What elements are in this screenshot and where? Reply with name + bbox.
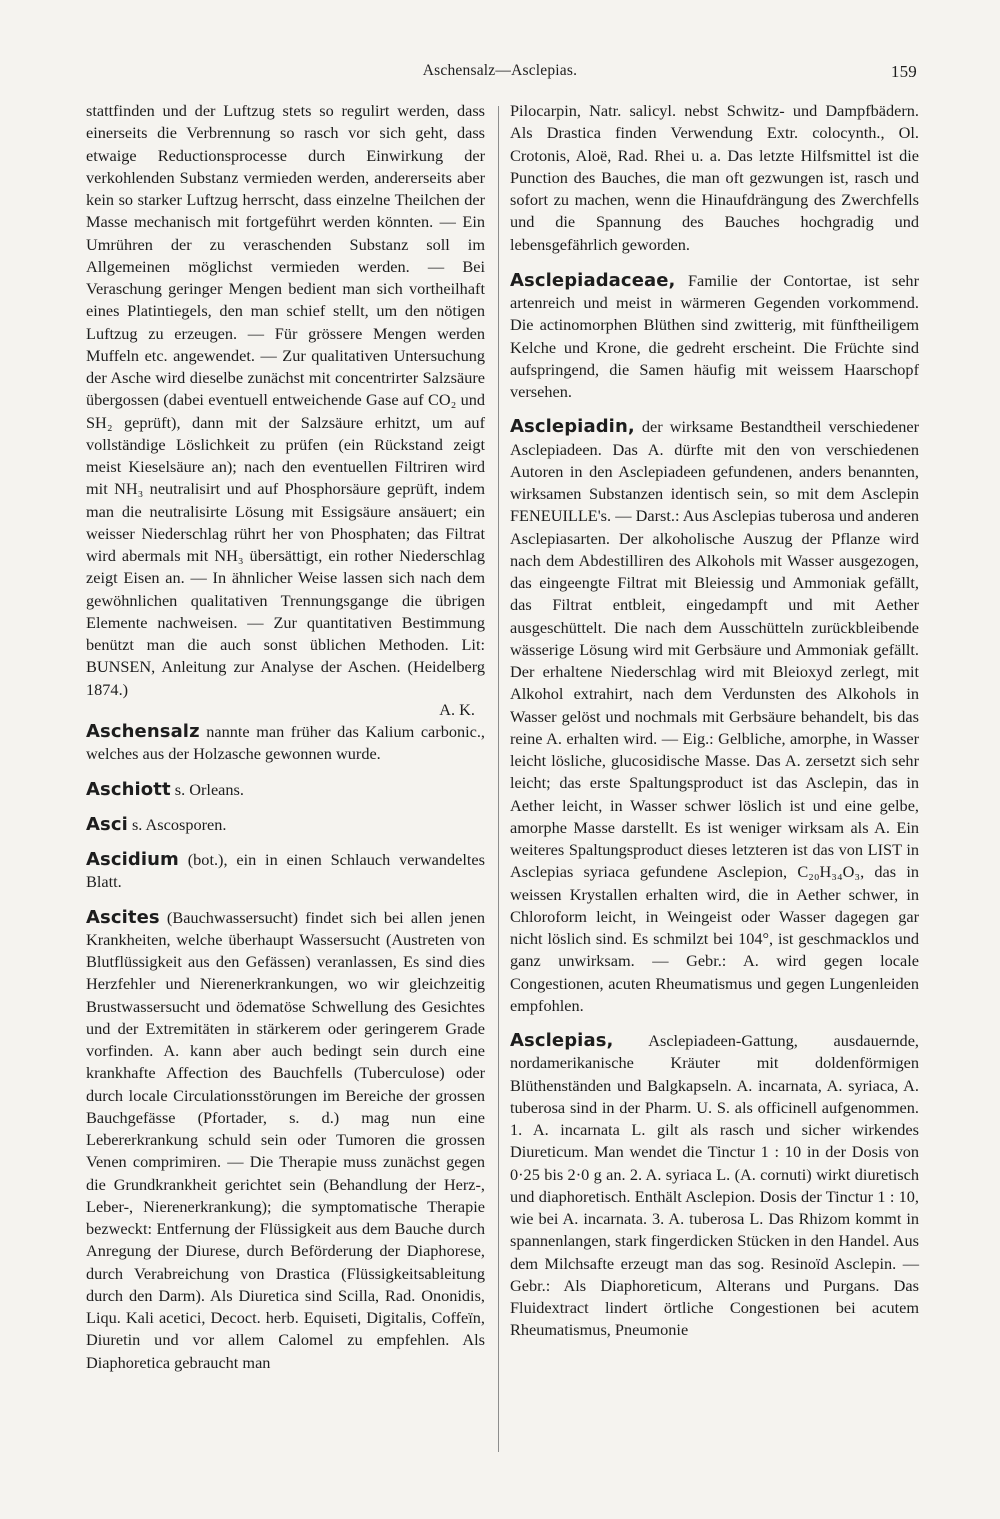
entry-text: Asclepiadeen-Gattung, ausdauernde, nordamerikanische Kräuter mit doldenförmigen Blüthenständen und Balgkapseln. A. incarnata, A. syriaca, A. tuberosa sind in der Pharm. U. S. als officinell aufgenommen. 1. A. incarnata L. gilt als rasch und sicher wirkendes Diureticum. Man wendet die Tinctur 1 : 10 in der Dosis von 0·25 bis 2·0 g an. 2. A. syriaca L. (A. cornuti) wirkt diuretisch und diaphoretisch. Enthält Asclepion. Dosis der Tinctur 1 : 10, wie bei A. incarnata. 3. A. tuberosa L. Das Rhizom kommt in spannenlangen, stark fingerdicken Stücken in den Handel. Aus dem Milchsafte erzeugt man das sog. Resinoïd Asclepin. — Gebr.: Als Diaphoreticum, Alterans und Purgans. Das Fluidextract lindert örtliche Congestionen bei acutem Rheumatismus, Pneumonie [510,1031,919,1340]
entry-text: (bot.), ein in einen Schlauch verwandeltes Blatt. [86,850,485,892]
headword: Ascites [86,906,160,928]
entry-asclepiadaceae [510,270,919,404]
entry-text: der wirksame Bestandtheil verschiedener Asclepiadeen. Das A. dürfte mit den von verschiedenen Autoren in den Asclepiadeen gefundenen, anders benannten, wirksamen Substanzen identisch sein, so mit dem Asclepin FENEUILLE's. — Darst.: Aus Asclepias tuberosa und anderen Asclepiasarten. Der alkoholische Auszug der Pflanze wird nach dem Abdestilliren des Alkohols mit Wasser ausgezogen, das eingeengte Filtrat mit Bleiessig und Ammoniak gefällt, das Filtrat entbleit, eingedampft und mit Aether ausgeschüttelt. Die nach dem Ausschütteln zurückbleibende wässerige Lösung wird mit Gerbsäure und Ammoniak gefällt. Der erhaltene Niederschlag wird mit Bleioxyd zerlegt, mit Alkohol extrahirt, nach dem Verdunsten des Alkohols in Wasser gelöst und nochmals mit Gerbsäure behandelt, bis das reine A. erhalten wird. — Eig.: Gelbliche, amorphe, in Wasser leicht lösliche, glucosidische Masse. Das A. zersetzt sich sehr leicht; das erste Spaltungsproduct ist das Asclepin, das in Aether leicht, in Wasser schwer löslich ist und eine gelbe, amorphe Masse darstellt. Es ist weniger wirksam als A. Ein weiteres Spaltungsproduct dieses letzteren ist das von LIST in Asclepias syriaca gefundene Asclepion, C₂₀H₃₄O₃, das in weissen Krystallen erhalten wird, die in Aether schwer, in Chloroform leicht, in Weingeist oder Wasser dagegen gar nicht löslich sind. Es schmilzt bei 104°, ist geschmacklos und ganz unwirksam. — Gebr.: A. wird gegen locale Congestionen, acuten Rheumatismus und gegen Lungenleiden empfohlen. [510,417,919,1015]
running-head [0,62,1000,84]
page-number: 159 [890,62,917,81]
entry-text: nannte man früher das Kalium carbonic., welches aus der Holzasche gewonnen wurde. [86,722,486,764]
entry-text: (Bauchwassersucht) findet sich bei allen jenen Krankheiten, welche überhaupt Wassersucht (Austreten von Blutflüssigkeit aus den Gefässen) veranlassen, Es sind dies Herzfehler und Nierenerkrankungen, wo wir gleichzeitig Brustwassersucht und ödematöse Schwellung des Gesichtes und der Extremitäten in stärkerem oder geringerem Grade vorfinden. A. kann aber auch bedingt sein durch eine krankhafte Affection des Bauchfells (Tuberculose) oder durch locale Circulationsstörungen im Bereiche der grossen Bauchgefässe (Pfortader, s. d.) mag nun eine Lebererkrankung schuld sein oder Tumoren die grossen Venen comprimiren. — Die Therapie muss zunächst gegen die Grundkrankheit gerichtet sein (Behandlung der Herz-, Leber-, Nierenerkrankung); die symptomatische Therapie bezweckt: Entfernung der Flüssigkeit aus dem Bauche durch Anregung der Diurese, durch Beförderung der Diaphorese, durch Verabreichung von Drastica (Flüssigkeitsableitung durch den Darm). Als Diuretica sind Scilla, Rad. Ononidis, Liqu. Kali acetici, Decoct. herb. Equiseti, Digitalis, Coffeïn, Diuretin und vor allem Calomel zu empfehlen. Als Diaphoretica gebraucht man [86,907,485,1372]
page-title: Aschensalz—Asclepias. [422,62,578,79]
headword: Asci [86,813,128,835]
entry-asclepias [510,1030,919,1342]
entry-text: s. Orleans. [174,779,244,799]
headword: Aschensalz [86,721,200,742]
continued-paragraph: Pilocarpin, Natr. salicyl. nebst Schwitz- und Dampfbädern. Als Drastica finden Verwendung Extr. colocynth., Ol. Crotonis, Aloë, Rad. Rhei u. a. Das letzte Hilfsmittel ist die Punction des Bauches, die man oft gezwungen ist, rasch und sofort zu machen, wenn die Hinaufdrängung des Zwerchfells und die Spannung des Bauches hochgradig und lebensgefährlich geworden. [510,101,919,254]
entry-text: s. Ascosporen. [131,814,227,834]
headword: Asclepias, [510,1030,614,1051]
entry-text: Familie der Contortae, ist sehr artenreich und meist in wärmeren Gegenden vorkommend. Die actinomorphen Blüthen sind zwitterig, mit fünftheiligem Kelche und Krone, die gedreht erscheint. Die Früchte sind aufspringend, die Samen häufig mit weissem Haarschopf versehen. [510,270,919,401]
entry-aschiott [86,779,485,801]
entry-aschensalz [86,721,485,766]
column-divider [498,106,499,1452]
author-signature: A. K. [439,699,475,719]
entry-ascites [86,907,485,1374]
headword: Ascidium [86,849,179,870]
entry-ascidium [86,849,485,894]
left-column [86,100,485,1374]
entry-asclepiadin [510,416,919,1017]
continued-paragraph: stattfinden und der Luftzug stets so regulirt werden, dass einerseits die Verbrennung so rasch vor sich geht, dass etwaige Reductionsprocesse durch Einwirkung der verkohlenden Substanz vermieden werden, andererseits aber kein so starker Luftzug herrscht, dass einzelne Theilchen der Masse mechanisch mit fortgeführt werden könnten. — Ein Umrühren der zu veraschenden Substanz soll im Allgemeinen möglichst vermieden werden. — Bei Veraschung geringer Mengen bedient man sich vortheilhaft eines Platintiegels, den man schief stellt, um den nötigen Luftzug zu erzeugen. — Für grössere Mengen werden Muffeln etc. angewendet. — Zur qualitativen Untersuchung der Asche wird dieselbe zunächst mit concentrirter Salzsäure übergossen (dabei eventuell entweichende Gase auf CO₂ und SH₂ geprüft), dann mit der Salzsäure erhitzt, um auf vollständige Löslichkeit zu prüfen (ein Rückstand zeigt meist Kieselsäure an); nach den eventuellen Filtriren wird mit NH₃ neutralisirt und auf Phosphorsäure geprüft, indem man die neutralisirte Lösung mit Essigsäure ansäuert; ein weisser Niederschlag rührt her von Phosphaten; das Filtrat wird abermals mit NH₃ übersättigt, ein rother Niederschlag zeigt Eisen an. — In ähnlicher Weise lassen sich nach dem gewöhnlichen qualitativen Trennungsgange die übrigen Elemente nachweisen. — Zur quantitativen Bestimmung benützt man die auch sonst üblichen Methoden. Lit: BUNSEN, Anleitung zur Analyse der Aschen. (Heidelberg 1874.) [86,101,485,699]
headword: Asclepiadin, [510,416,635,438]
headword: Aschiott [86,778,171,800]
right-column [510,100,919,1342]
entry-asci [86,814,485,836]
headword: Asclepiadaceae, [510,269,676,291]
